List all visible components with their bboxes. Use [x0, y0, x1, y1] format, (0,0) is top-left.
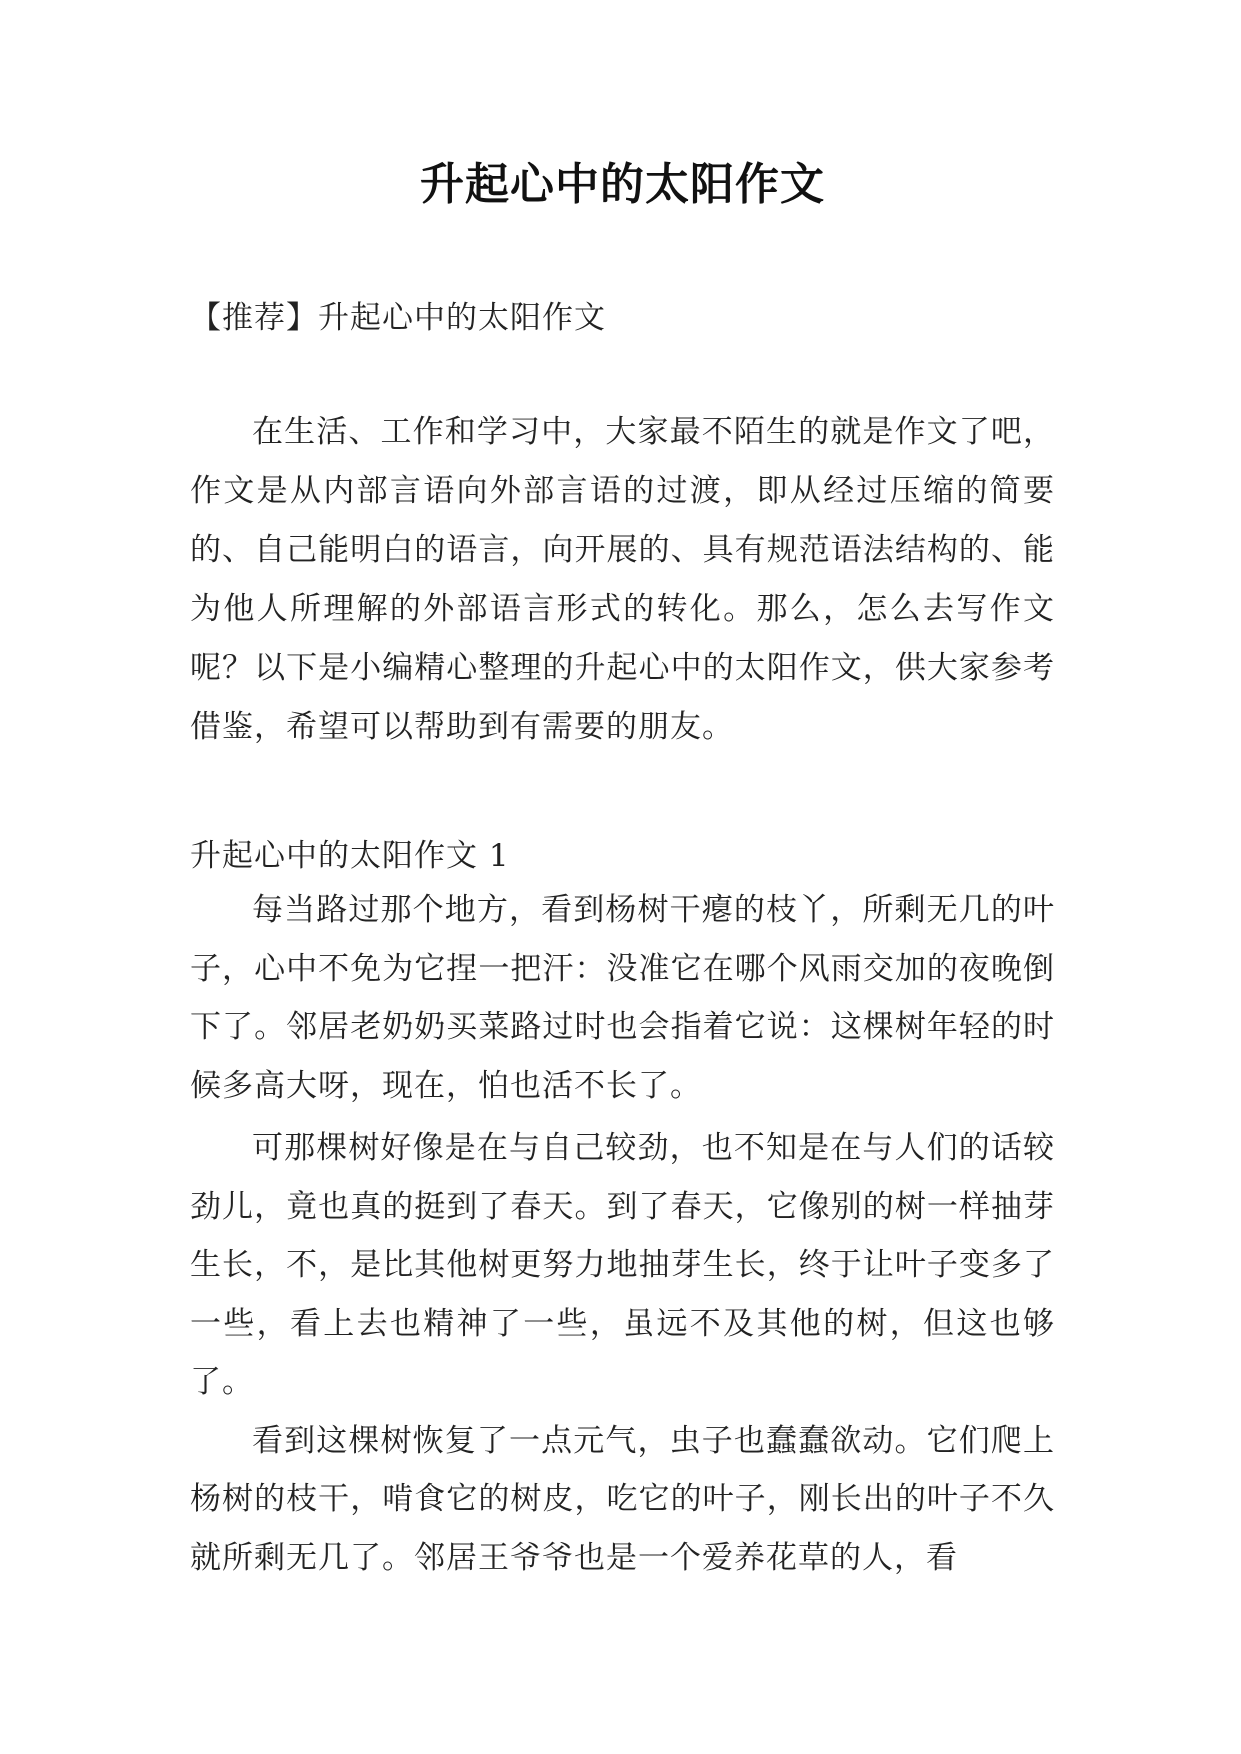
section-heading: 升起心中的太阳作文 1	[190, 838, 510, 874]
document-body	[190, 150, 1055, 1592]
intro-paragraph: 在生活、工作和学习中，大家最不陌生的就是作文了吧，作文是从内部言语向外部言语的过渡，即从经过压缩的简要的、自己能明白的语言，向开展的、具有规范语法结构的、能为他人所理解的外部语言形式的转化。那么，怎么去写作文呢？以下是小编精心整理的升起心中的太阳作文，供大家参考借鉴，希望可以帮助到有需要的朋友。	[190, 414, 1055, 745]
document-title: 升起心中的太阳作文	[420, 159, 825, 210]
essay-paragraph-1: 每当路过那个地方，看到杨树干瘪的枝丫，所剩无几的叶子，心中不免为它捏一把汗：没准它在哪个风雨交加的夜晚倒下了。邻居老奶奶买菜路过时也会指着它说：这棵树年轻的时候多高大呀，现在，怕也活不长了。	[190, 892, 1055, 1104]
recommend-line: 【推荐】升起心中的太阳作文	[190, 300, 606, 336]
essay-paragraph-2: 可那棵树好像是在与自己较劲，也不知是在与人们的话较劲儿，竟也真的挺到了春天。到了春天，它像别的树一样抽芽生长，不，是比其他树更努力地抽芽生长，终于让叶子变多了一些，看上去也精神了一些，虽远不及其他的树，但这也够了。	[190, 1130, 1055, 1400]
essay-paragraph-3: 看到这棵树恢复了一点元气，虫子也蠢蠢欲动。它们爬上杨树的枝干，啃食它的树皮，吃它的叶子，刚长出的叶子不久就所剩无几了。邻居王爷爷也是一个爱养花草的人，看	[190, 1422, 1055, 1576]
